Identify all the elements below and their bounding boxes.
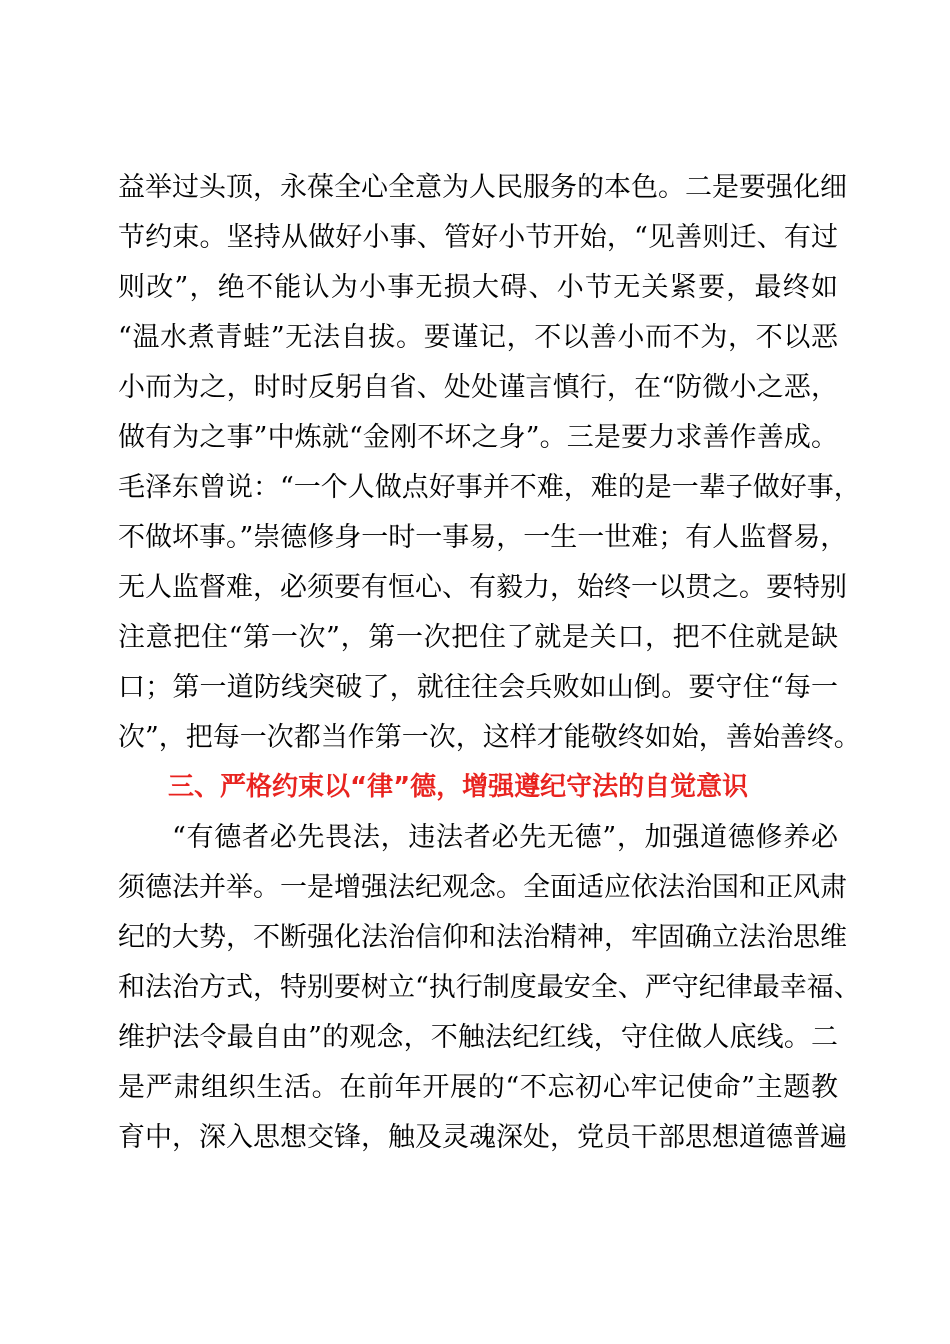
paragraph-line: 则改”，绝不能认为小事无损大碍、小节无关紧要，最终如 — [118, 272, 838, 303]
paragraph-line: 做有为之事”中炼就“金刚不坏之身”。三是要力求善作善成。 — [118, 422, 838, 453]
paragraph-line: 和法治方式，特别要树立“执行制度最安全、严守纪律最幸福、 — [118, 972, 861, 1003]
paragraph-line: 注意把住“第一次”，第一次把住了就是关口，把不住就是缺 — [118, 622, 838, 653]
paragraph-line: “温水煮青蛙”无法自拔。要谨记，不以善小而不为，不以恶 — [118, 322, 838, 353]
paragraph-line: 口；第一道防线突破了，就往往会兵败如山倒。要守住“每一 — [118, 672, 838, 703]
paragraph-line: 纪的大势，不断强化法治信仰和法治精神，牢固确立法治思维 — [118, 922, 847, 953]
paragraph-line: 维护法令最自由”的观念，不触法纪红线，守住做人底线。二 — [118, 1022, 838, 1053]
paragraph-line: 次”，把每一次都当作第一次，这样才能敬终如始，善始善终。 — [118, 722, 861, 753]
paragraph-line: 毛泽东曾说：“一个人做点好事并不难，难的是一辈子做好事， — [118, 472, 861, 503]
paragraph-line: 是严肃组织生活。在前年开展的“不忘初心牢记使命”主题教 — [118, 1072, 838, 1103]
paragraph-line: 无人监督难，必须要有恒心、有毅力，始终一以贯之。要特别 — [118, 572, 847, 603]
paragraph-line: 益举过头顶，永葆全心全意为人民服务的本色。二是要强化细 — [118, 172, 847, 203]
paragraph-line: 育中，深入思想交锋，触及灵魂深处，党员干部思想道德普遍 — [118, 1122, 847, 1153]
paragraph-line: 须德法并举。一是增强法纪观念。全面适应依法治国和正风肃 — [118, 872, 847, 903]
paragraph-line: 不做坏事。”崇德修身一时一事易，一生一世难；有人监督易， — [118, 522, 848, 553]
paragraph-line: “有德者必先畏法，违法者必先无德”，加强道德修养必 — [172, 822, 838, 853]
paragraph-line: 小而为之，时时反躬自省、处处谨言慎行，在“防微小之恶， — [118, 372, 838, 403]
paragraph-line: 节约束。坚持从做好小事、管好小节开始，“见善则迁、有过 — [118, 222, 838, 253]
section-heading: 三、严格约束以“律”德，增强遵纪守法的自觉意识 — [168, 772, 749, 802]
